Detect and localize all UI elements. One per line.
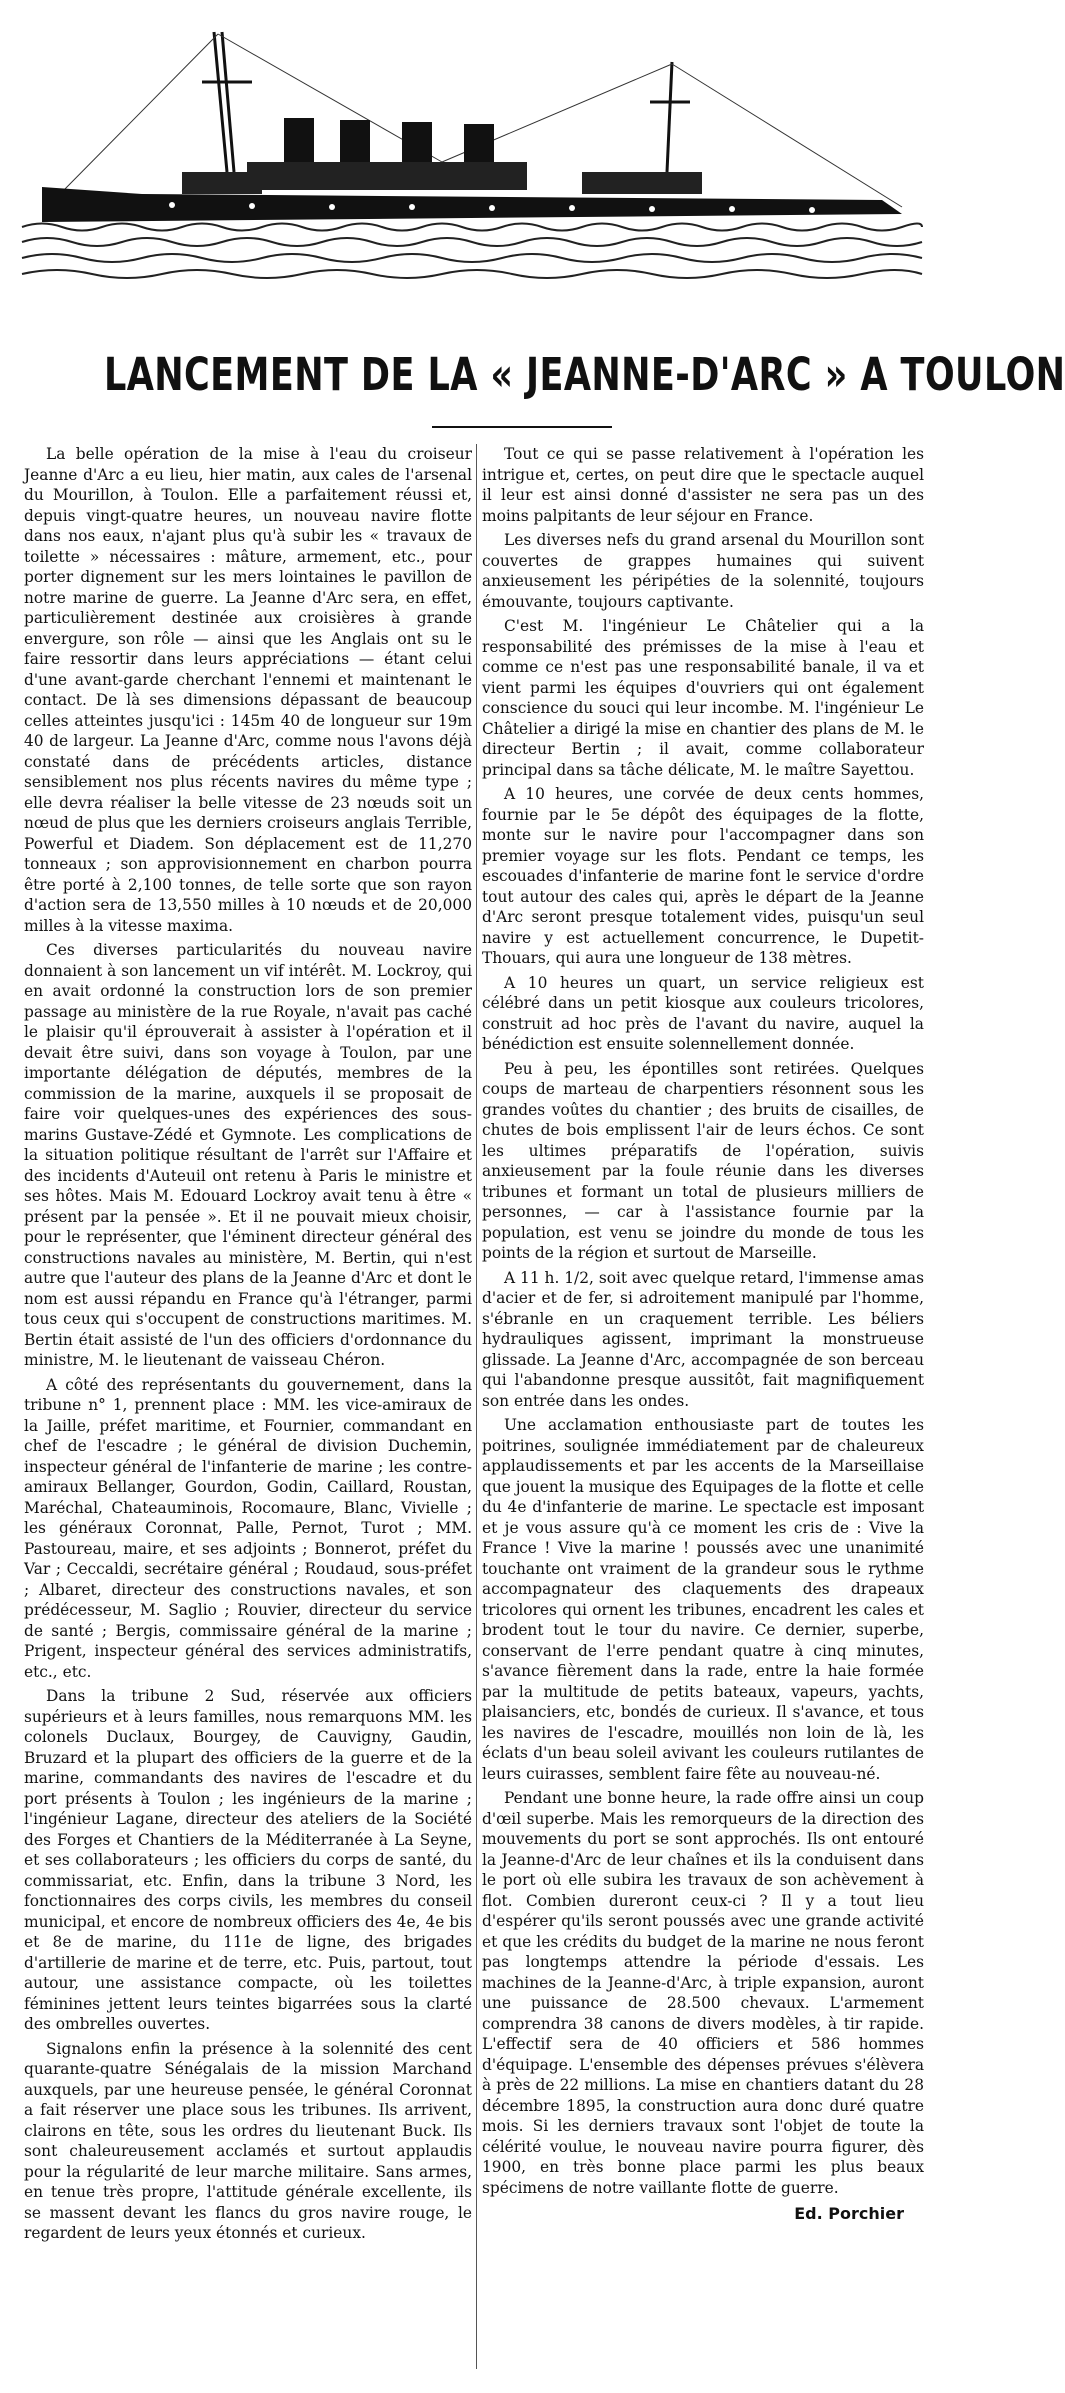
paragraph: A 10 heures un quart, un service religieux est célébré dans un petit kiosque aux couleurs tricolores, construit ad hoc près de l'avant du navire, auquel la bénédiction est ensuite solennellement donnée. [482, 973, 924, 1053]
paragraph: Tout ce qui se passe relativement à l'opération les intrigue et, certes, on peut dire que le spectacle auquel il leur est ainsi donné d'assister ne sera pas un des moins palpitants de leur séjour en France. [482, 445, 924, 525]
paragraph: Signalons enfin la présence à la solennité des cent quarante-quatre Sénégalais de la mission Marchand auxquels, par une heureuse pensée, le général Coronnat a fait réserver une place sous les tribunes. Ils arrivent, clairons en tête, sous les ordres du lieutenant Buck. Ils sont chaleureusement acclamés et surtout applaudis pour la régularité de leur marche militaire. Sans armes, en tenue très propre, l'attitude générale excellente, ils se massent devant les flancs du gros navire rouge, le regardent de leurs yeux étonnés et curieux. [24, 2039, 472, 2242]
title-rule [432, 426, 612, 428]
paragraph: Dans la tribune 2 Sud, réservée aux officiers supérieurs et à leurs familles, nous remarquons MM. les colonels Duclaux, Bourgey, de Cauvigny, Gaudin, Bruzard et la plupart des officiers de la guerre et de la marine, commandants des navires de l'escadre et du port présents à Toulon ; les ingénieurs de la marine ; l'ingénieur Lagane, directeur des ateliers de la Société des Forges et Chantiers de la Méditerranée à La Seyne, et ses collaborateurs ; les officiers du corps de santé, du commissariat, etc. Enfin, dans la tribune 3 Nord, les fonctionnaires des corps civils, les membres du conseil municipal, et encore de nombreux officiers des 4e, 4e bis et 8e de marine, du 111e de ligne, des brigades d'artillerie de marine et de terre, etc. Puis, partout, tout autour, une assistance compacte, où les toilettes féminines jettent leurs teintes bigarrées sous la clarté des ombrelles ouvertes. [24, 1687, 472, 2033]
paragraph: La belle opération de la mise à l'eau du croiseur Jeanne d'Arc a eu lieu, hier matin, aux cales de l'arsenal du Mourillon, à Toulon. Elle a parfaitement réussi et, depuis vingt-quatre heures, un nouveau navire flotte dans nos eaux, n'ajant plus qu'à subir les « travaux de toilette » nécessaires : mâture, armement, etc., pour porter dignement sur les mers lointaines le pavillon de notre marine de guerre. La Jeanne d'Arc sera, en effet, particulièrement destinée aux croisières à grande envergure, son rôle — ainsi que les Anglais ont su le faire ressortir dans leurs appréciations — étant celui d'une avant-garde cherchant l'ennemi et maintenant le contact. De là ses dimensions dépassant de beaucoup celles atteintes jusqu'ici : 145m 40 de longueur sur 19m 40 de largeur. La Jeanne d'Arc, comme nous l'avons déjà constaté dans de précédents articles, distance sensiblement nos plus récents navires du même type ; elle devra réaliser la belle vitesse de 23 nœuds soit un nœud de plus que les derniers croiseurs anglais Terrible, Powerful et Diadem. Son déplacement est de 11,270 tonneaux ; son approvisionnement en charbon pourra être porté à 2,100 tonnes, de telle sorte que son rayon d'action sera de 13,550 milles à 10 nœuds et de 20,000 milles à la vitesse maxima. [24, 445, 472, 935]
paragraph: A côté des représentants du gouvernement, dans la tribune n° 1, prennent place : MM. les vice-amiraux de la Jaille, préfet maritime, et Fournier, commandant en chef de l'escadre ; le général de division Duchemin, inspecteur général de l'infanterie de marine ; les contre-amiraux Bellanger, Gourdon, Godin, Caillard, Roustan, Maréchal, Chateauminois, Rocomaure, Blanc, Vivielle ; les généraux Coronnat, Palle, Pernot, Turot ; MM. Pastoureau, maire, et ses adjoints ; Bonnerot, préfet du Var ; Ceccaldi, secrétaire général ; Roudaud, sous-préfet ; Albaret, directeur des constructions navales, et son prédécesseur, M. Saglio ; Rouvier, directeur du service de santé ; Bergis, commissaire général de la marine ; Prigent, inspecteur général des services administratifs, etc., etc. [24, 1375, 472, 1681]
paragraph: Ces diverses particularités du nouveau navire donnaient à son lancement un vif intérêt. M. Lockroy, qui en avait ordonné la construction lors de son premier passage au ministère de la rue Royale, n'avait pas caché le plaisir qu'il éprouverait à assister à l'opération et il devait être suivi, dans son voyage à Toulon, par une importante délégation de députés, membres de la commission de la marine, auxquels il se proposait de faire voir quelques-unes des expériences des sous-marins Gustave-Zédé et Gymnote. Les complications de la situation politique résultant de l'arrêt sur l'Affaire et des incidents d'Auteuil ont retenu à Paris le ministre et ses hôtes. Mais M. Edouard Lockroy avait tenu à être « présent par la pensée ». Et il ne pouvait mieux choisir, pour le représenter, que l'éminent directeur général des constructions navales au ministère, M. Bertin, qui n'est autre que l'auteur des plans de la Jeanne d'Arc et dont le nom est aussi répandu en France qu'à l'étranger, parmi tous ceux qui s'occupent de constructions maritimes. M. Bertin était assisté de l'un des officiers d'ordonnance du ministre, M. le lieutenant de vaisseau Chéron. [24, 941, 472, 1369]
sea-waves [22, 224, 922, 279]
paragraph: Pendant une bonne heure, la rade offre ainsi un coup d'œil superbe. Mais les remorqueurs de la direction des mouvements du port se sont approchés. Ils ont entouré la Jeanne-d'Arc de leur chaînes et ils la conduisent dans le port où elle subira les travaux de son achèvement à flot. Combien dureront ceux-ci ? Il y a tout lieu d'espérer qu'ils seront poussés avec une grande activité et que les crédits du budget de la marine ne nous feront pas longtemps attendre la période d'essais. Les machines de la Jeanne-d'Arc, à triple expansion, auront une puissance de 28.500 chevaux. L'armement comprendra 38 canons de divers modèles, à tir rapide. L'effectif sera de 40 officiers et 586 hommes d'équipage. L'ensemble des dépenses prévues s'élèvera à près de 22 millions. La mise en chantiers datant du 28 décembre 1895, la construction aura donc duré quatre mois. Si les derniers travaux sont l'objet de toute la célérité voulue, le nouveau navire pourra figurer, dès 1900, en très bonne place parmi les plus beaux spécimens de notre vaillante flotte de guerre. [482, 1789, 924, 2197]
column-divider [476, 444, 477, 2369]
author-signature: Ed. Porchier [794, 2204, 904, 2223]
paragraph: Les diverses nefs du grand arsenal du Mourillon sont couvertes de grappes humaines qui suivent anxieusement les péripéties de la solennité, toujours émouvante, toujours captivante. [482, 531, 924, 611]
article-column-right [482, 444, 924, 2225]
paragraph: Une acclamation enthousiaste part de toutes les poitrines, soulignée immédiatement par de chaleureux applaudissements et par les accents de la Marseillaise que jouent la musique des Equipages de la flotte et celle du 4e d'infanterie de marine. Le spectacle est imposant et je vous assure qu'à ce moment les cris de : Vive la France ! Vive la marine ! poussés avec une unanimité touchante ont vraiment de la grandeur sous le rythme accompagnateur des claquements des drapeaux tricolores qui ornent les tribunes, encadrent les cales et brodent tout le tour du navire. Ce dernier, superbe, conservant de l'erre pendant quatre à cinq minutes, s'avance fièrement dans la rade, entre la haie formée par la multitude de petits bateaux, vapeurs, yachts, plaisanciers, etc, bondés de curieux. Il s'avance, et tous les navires de l'escadre, mouillés non loin de là, les éclats d'un beau soleil avivant les couleurs rutilantes de leurs cuirasses, semblent faire fête au nouveau-né. [482, 1416, 924, 1783]
paragraph: Peu à peu, les épontilles sont retirées. Quelques coups de marteau de charpentiers résonnent sous les grandes voûtes du chantier ; des bruits de cisailles, de chutes de bois emplissent l'air de leurs échos. Ce sont les ultimes préparatifs de l'opération, suivis anxieusement par la foule réunie dans les diverses tribunes et formant un total de plusieurs milliers de personnes, — car à l'assistance fournie par la population, est venu se joindre du monde de tous les points de la région et surtout de Marseille. [482, 1059, 924, 1262]
paragraph: C'est M. l'ingénieur Le Châtelier qui a la responsabilité des prémisses de la mise à l'eau et comme ce n'est pas une responsabilité banale, il va et vient parmi les équipes d'ouvriers qui ont également conscience du souci qui leur incombe. M. l'ingénieur Le Châtelier a dirigé la mise en chantier des plans de M. le directeur Bertin ; il avait, comme collaborateur principal dans sa tâche délicate, M. le maître Sayettou. [482, 617, 924, 779]
ship-superstructure [182, 162, 702, 194]
paragraph: A 11 h. 1/2, soit avec quelque retard, l'immense amas d'acier et de fer, si adroitement manipulé par l'homme, s'ébranle en un craquement terrible. Les béliers hydrauliques agissent, imprimant la monstrueuse glissade. La Jeanne d'Arc, accompagnée de son berceau qui l'abandonne presque aussitôt, fait magnifiquement son entrée dans les ondes. [482, 1268, 924, 1410]
warship-illustration [22, 22, 922, 284]
article-title: LANCEMENT DE LA « JEANNE-D'ARC » A TOULON [103, 348, 1065, 401]
ship-masts [202, 32, 690, 172]
paragraph: A 10 heures, une corvée de deux cents hommes, fournie par le 5e dépôt des équipages de la flotte, monte sur le navire pour l'accompagner dans son premier voyage sur les flots. Pendant ce temps, les escouades d'infanterie de marine font le service d'ordre tout autour des cales qui, après le départ de la Jeanne d'Arc seront presque totalement vides, puisqu'un seul navire y est actuellement concurrence, le Dupetit-Thouars, qui aura une longueur de 138 mètres. [482, 785, 924, 967]
article-column-left [24, 444, 472, 2248]
